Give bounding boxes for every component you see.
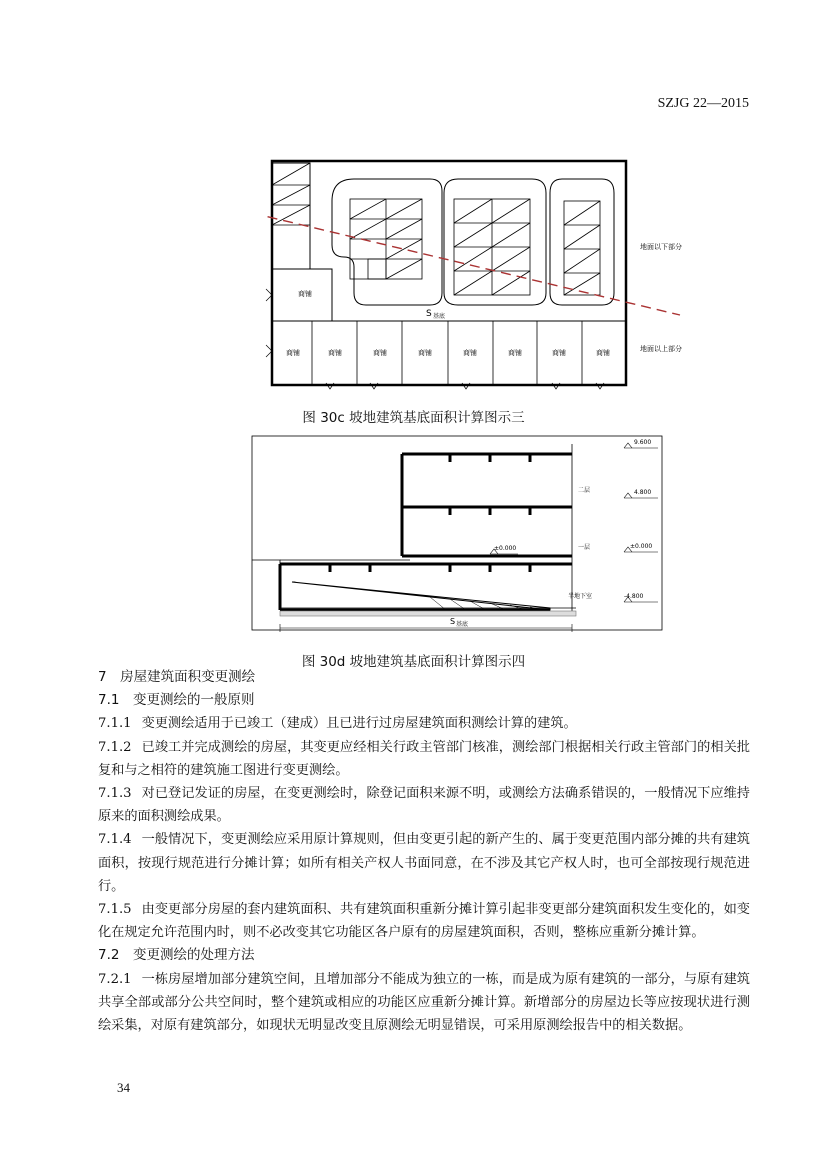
shop-label: 商铺 [373,349,387,357]
label-above-ground: 地面以上部分 [640,345,682,353]
page-number: 34 [117,1080,130,1095]
shop-label: 商铺 [596,349,610,357]
clause-number: 7.1.4 [98,832,132,848]
clause-text: 变更测绘适用于已竣工（建成）且已进行过房屋建筑面积测绘计算的建筑。 [141,716,577,732]
paragraph-7-1-2 [98,736,750,782]
label-floor-1: 一层 [578,544,591,551]
paragraph-7-1-4 [98,828,750,898]
clause-text: 已竣工并完成测绘的房屋，其变更应经相关行政主管部门核准，测绘部门根据相关行政主管部门的相关批复和与之相符的建筑施工图进行变更测绘。 [98,739,750,778]
paragraph-7-1-5 [98,898,750,944]
base-area-s: S [426,309,432,319]
section-7-2-title: 7.2 变更测绘的处理方法 [98,947,255,964]
elevation-9600: 9.600 [634,439,652,446]
shop-label: 商铺 [286,349,300,357]
elevation-zero-right: ±0.000 [630,543,653,550]
clause-text: 由变更部分房屋的套内建筑面积、共有建筑面积重新分摊计算引起非变更部分建筑面积发生变化的，如变化在规定允许范围内时，则不必改变其它功能区各户原有的房屋建筑面积，否则，整栋应重新分摊计算。 [98,902,750,941]
elevation-4800: 4.800 [634,489,652,496]
clause-text: 一般情况下，变更测绘应采用原计算规则，但由变更引起的新产生的、属于变更范围内部分摊的共有建筑面积，按现行规范进行分摊计算；如所有相关产权人书面同意，在不涉及其它产权人时，也可全部按现行规范进行。 [98,832,750,894]
clause-text: 一栋房屋增加部分建筑空间，且增加部分不能成为独立的一栋，而是成为原有建筑的一部分，与原有建筑共享全部或部分公共空间时，整个建筑或相应的功能区应重新分摊计算。新增部分的房屋边长等应按现状进行测绘采集，对原有建筑部分，如现状无明显改变且原测绘无明显错误，可采用原测绘报告中的相关数据。 [98,971,750,1034]
shop-label: 商铺 [552,349,566,357]
figure-30d-drawing [250,432,670,642]
base-area-s: S [450,617,456,626]
shop-label: 商铺 [328,349,342,357]
clause-text: 对已登记发证的房屋，在变更测绘时，除登记面积来源不明，或测绘方法确系错误的，一般情况下应维持原来的面积测绘成果。 [98,786,750,825]
shop-label: 商铺 [508,349,522,357]
label-floor-2: 二层 [578,487,591,494]
clause-number: 7.2.1 [98,971,132,987]
shop-label: 商铺 [463,349,477,357]
figure-30d-caption: 图 30d 坡地建筑基底面积计算图示四 [301,654,526,670]
label-semi-basement: 半地下室 [568,593,593,600]
section-7-title: 7 房屋建筑面积变更测绘 [98,669,256,685]
figure-30c-caption: 图 30c 坡地建筑基底面积计算图示三 [302,410,525,426]
clause-number: 7.1.3 [98,786,132,802]
base-area-sub: 基底 [433,313,446,320]
paragraph-7-1-1 [98,712,750,735]
shop-label: 商铺 [298,290,312,298]
figure-30c-drawing [262,155,702,395]
label-below-ground: 地面以下部分 [640,243,682,251]
elevation-zero-inner: ±0.000 [494,545,517,552]
paragraph-7-2-1 [98,968,750,1038]
section-7-body [98,666,750,1037]
section-7-1-title: 7.1 变更测绘的一般原则 [98,692,255,709]
clause-number: 7.1.2 [98,739,132,755]
standard-code: SZJG 22—2015 [657,96,749,111]
paragraph-7-1-3 [98,782,750,828]
base-area-sub: 基底 [456,621,469,628]
elevation-minus-4800: -4.800 [624,593,644,600]
clause-number: 7.1.5 [98,902,132,918]
clause-number: 7.1.1 [98,716,132,732]
shop-label: 商铺 [418,349,432,357]
